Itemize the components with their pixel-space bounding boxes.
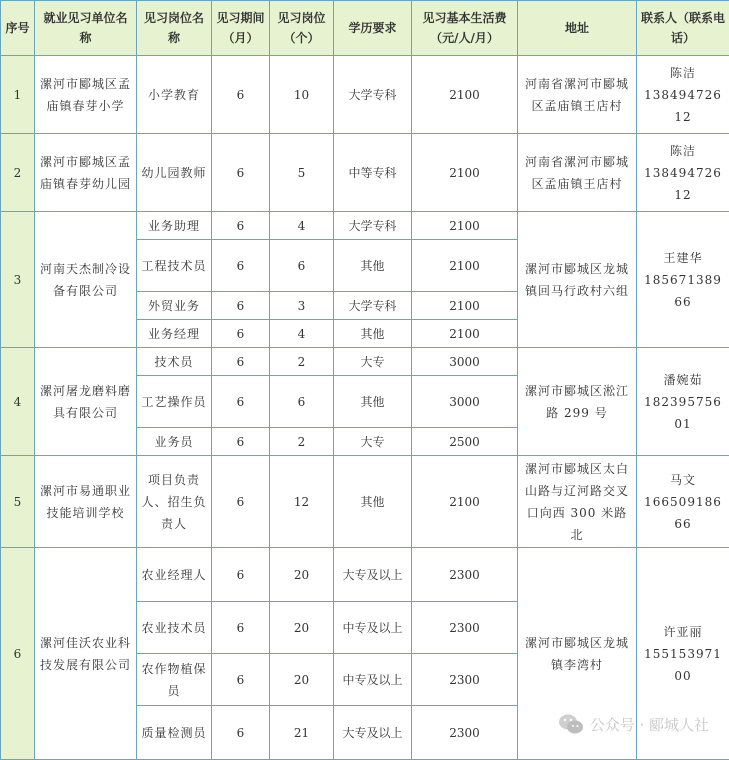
post-allowance: 2300 [412,548,518,602]
post-name: 质量检测员 [137,706,212,760]
post-count: 20 [270,654,334,706]
post-allowance: 2300 [412,602,518,654]
post-name: 工艺操作员 [137,376,212,428]
post-name: 小学教育 [137,56,212,134]
post-education: 大学专科 [334,56,412,134]
post-allowance: 2100 [412,56,518,134]
unit-address: 漯河市郾城区龙城镇李湾村 [518,548,637,760]
post-education: 其他 [334,456,412,548]
table-body [1,56,729,760]
contact-name: 许亚丽 [641,621,725,643]
post-name: 幼儿园教师 [137,134,212,212]
post-count: 4 [270,212,334,240]
unit-name: 漯河佳沃农业科技发展有限公司 [35,548,137,760]
post-education: 其他 [334,240,412,292]
unit-name: 漯河市易通职业技能培训学校 [35,456,137,548]
header-contact: 联系人（联系电话） [637,1,729,56]
post-allowance: 3000 [412,348,518,376]
post-period: 6 [212,706,270,760]
unit-name: 漯河屠龙磨料磨具有限公司 [35,348,137,456]
header-unit: 就业见习单位名称 [35,1,137,56]
post-period: 6 [212,376,270,428]
row-seq: 5 [1,456,35,548]
header-seq: 序号 [1,1,35,56]
post-name: 农作物植保员 [137,654,212,706]
table-row [1,348,729,376]
post-period: 6 [212,320,270,348]
post-count: 2 [270,348,334,376]
unit-name: 河南天杰制冷设备有限公司 [35,212,137,348]
post-period: 6 [212,456,270,548]
header-row [1,1,729,56]
table-row [1,134,729,212]
wechat-icon [558,711,584,737]
post-period: 6 [212,654,270,706]
unit-contact [637,134,729,212]
post-count: 20 [270,602,334,654]
post-name: 农业经理人 [137,548,212,602]
post-period: 6 [212,212,270,240]
post-count: 6 [270,240,334,292]
post-allowance: 2100 [412,240,518,292]
contact-name: 潘婉茹 [641,369,725,391]
post-allowance: 2300 [412,706,518,760]
post-count: 3 [270,292,334,320]
post-allowance: 2500 [412,428,518,456]
post-period: 6 [212,56,270,134]
contact-phone: 18567138966 [641,269,725,313]
table-row [1,56,729,134]
unit-contact [637,56,729,134]
contact-phone: 16650918666 [641,491,725,535]
unit-contact [637,456,729,548]
post-count: 2 [270,428,334,456]
post-period: 6 [212,240,270,292]
row-seq: 1 [1,56,35,134]
post-period: 6 [212,292,270,320]
post-education: 大专及以上 [334,548,412,602]
contact-name: 马文 [641,469,725,491]
post-count: 12 [270,456,334,548]
post-name: 业务员 [137,428,212,456]
post-count: 5 [270,134,334,212]
row-seq: 3 [1,212,35,348]
header-period: 见习期间（月） [212,1,270,56]
post-education: 中专及以上 [334,602,412,654]
post-education: 其他 [334,376,412,428]
header-post: 见习岗位名称 [137,1,212,56]
post-period: 6 [212,428,270,456]
post-allowance: 2300 [412,654,518,706]
post-name: 项目负责人、招生负责人 [137,456,212,548]
contact-name: 陈洁 [641,140,725,162]
row-seq: 6 [1,548,35,760]
contact-phone: 18239575601 [641,391,725,435]
contact-name: 陈洁 [641,62,725,84]
watermark [558,711,709,737]
unit-contact [637,212,729,348]
post-count: 10 [270,56,334,134]
post-name: 外贸业务 [137,292,212,320]
unit-address: 漯河市郾城区太白山路与辽河路交叉口向西 300 米路北 [518,456,637,548]
post-allowance: 3000 [412,376,518,428]
post-education: 中专及以上 [334,654,412,706]
row-seq: 2 [1,134,35,212]
post-name: 工程技术员 [137,240,212,292]
post-education: 其他 [334,320,412,348]
post-education: 大学专科 [334,292,412,320]
post-allowance: 2100 [412,134,518,212]
header-positions: 见习岗位（个） [270,1,334,56]
post-name: 技术员 [137,348,212,376]
post-education: 大专及以上 [334,706,412,760]
contact-name: 王建华 [641,247,725,269]
post-allowance: 2100 [412,212,518,240]
post-count: 6 [270,376,334,428]
post-education: 大专 [334,428,412,456]
post-education: 大专 [334,348,412,376]
watermark-text: 公众号 · 郾城人社 [590,714,709,735]
post-allowance: 2100 [412,456,518,548]
contact-phone: 15515397100 [641,643,725,687]
post-count: 20 [270,548,334,602]
unit-name: 漯河市郾城区孟庙镇春芽小学 [35,56,137,134]
unit-address: 河南省漯河市郾城区孟庙镇王店村 [518,56,637,134]
header-allowance: 见习基本生活费（元/人/月） [412,1,518,56]
post-period: 6 [212,134,270,212]
post-count: 4 [270,320,334,348]
table-row [1,548,729,602]
post-education: 中等专科 [334,134,412,212]
post-period: 6 [212,548,270,602]
unit-address: 漯河市郾城区淞江路 299 号 [518,348,637,456]
post-name: 业务助理 [137,212,212,240]
row-seq: 4 [1,348,35,456]
header-address: 地址 [518,1,637,56]
table-row [1,212,729,240]
post-allowance: 2100 [412,292,518,320]
header-education: 学历要求 [334,1,412,56]
post-count: 21 [270,706,334,760]
contact-phone: 13849472612 [641,84,725,128]
post-allowance: 2100 [412,320,518,348]
unit-contact [637,348,729,456]
unit-address: 漯河市郾城区龙城镇回马行政村六组 [518,212,637,348]
post-period: 6 [212,348,270,376]
table-row [1,456,729,548]
post-name: 业务经理 [137,320,212,348]
post-period: 6 [212,602,270,654]
post-education: 大学专科 [334,212,412,240]
unit-address: 河南省漯河市郾城区孟庙镇王店村 [518,134,637,212]
unit-name: 漯河市郾城区孟庙镇春芽幼儿园 [35,134,137,212]
post-name: 农业技术员 [137,602,212,654]
contact-phone: 13849472612 [641,162,725,206]
